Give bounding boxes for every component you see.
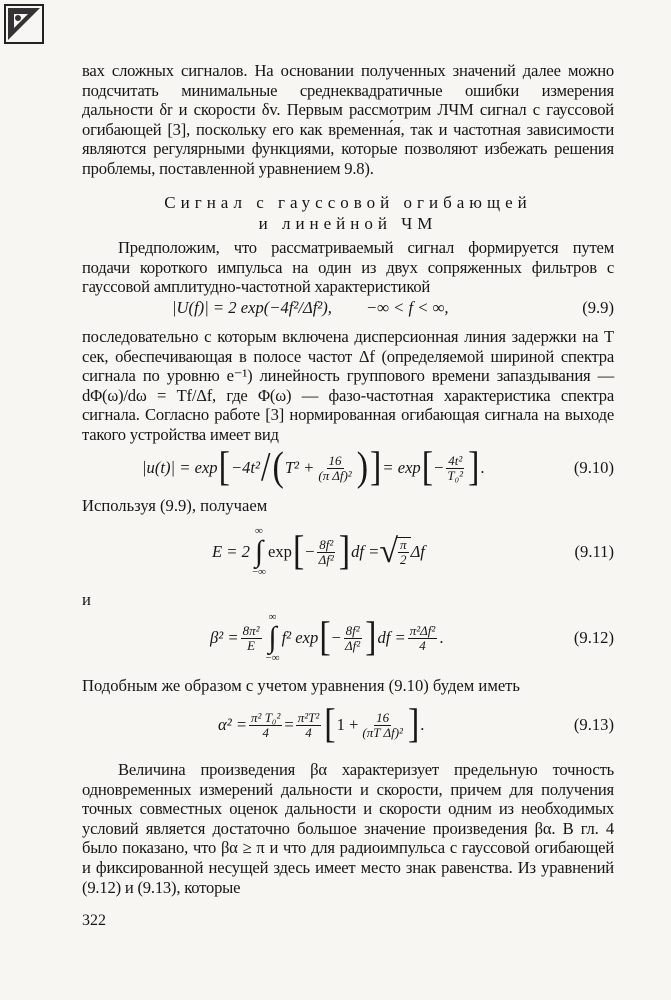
- eq-9-13-lhs: α² =: [218, 715, 248, 734]
- eq-9-9-range: −∞ < f < ∞,: [365, 298, 449, 317]
- eq-9-10-inner-b: T² +: [284, 458, 315, 477]
- eq-9-11-label: (9.11): [574, 542, 614, 561]
- eq-9-12-tail: df =: [377, 628, 406, 647]
- eq-9-11-sqrt-num: π: [400, 537, 407, 552]
- eq-9-11-tail: df =: [351, 542, 380, 561]
- corner-ornament-icon: [4, 4, 44, 44]
- equation-9-9: [82, 290, 614, 330]
- paragraph-top: [82, 61, 614, 179]
- paragraph-bottom: [82, 760, 614, 897]
- eq-9-13-b-num: π²T²: [297, 709, 320, 725]
- eq-9-11-lhs: E = 2: [212, 542, 250, 561]
- paragraph-bottom-text: Величина произведения βα характеризует предельную точность одновременных измерений дальности и скорости, причем для получения точных совместных оценок дальности и скорости одним из необходимых условий является достаточно большое значение произведения βα. В гл. 4 было показано, что βα ≥ π и что для радиоимпульса с гауссовой огибающей и фиксированной несущей здесь имеет место знак равенства. Из уравнений (9.12) и (9.13), которые: [82, 760, 614, 897]
- eq-9-12-lower: −∞: [265, 652, 280, 664]
- eq-9-13-a-den: 4: [262, 724, 269, 740]
- eq-9-11-sqrt-den: 2: [400, 552, 407, 567]
- paragraph-top-text: вах сложных сигналов. На основании полученных значений далее можно подсчитать минимальные среднеквадратичные ошибки измерения дальности δr и скорости δv. Первым рассмотрим ЛЧМ сигнал с гауссовой огибающей [3], поскольку его как временна́я, так и частотная зависимости являются регулярными функциями, которые позволяют избежать решения проблемы, поставленной уравнением 9.8).: [82, 61, 614, 178]
- eq-9-12-lhs: β² =: [210, 628, 239, 647]
- similarly-text: Подобным же образом с учетом уравнения (9.10) будем иметь: [82, 676, 520, 695]
- paragraph-dispersion-text: последовательно с которым включена дисперсионная линия задержки на T сек, обеспечивающая в полосе частот Δf (определяемой шириной спектра сигнала по уровню e⁻¹) линейность группового времени запаздывания — dΦ(ω)/dω = Tf/Δf, где Φ(ω) — фазо-частотная характеристика спектра сигнала. Согласно работе [3] нормированная огибающая сигнала на выходе такого устройства имеет вид: [82, 327, 614, 444]
- eq-9-13-a-num: π² T₀²: [251, 709, 281, 725]
- eq-9-13-b-den: 4: [305, 724, 312, 740]
- section-heading: [82, 192, 614, 234]
- eq-9-12-lhs-den: E: [247, 637, 256, 653]
- equation-9-11: E = 2 ∞ ∫ −∞ exp [ − $\frac{\text{8f²}}{\text{Δf²}}$ ] df = √ $\frac{\pi}{2}$ Δf (9.11): [212, 525, 614, 578]
- eq-9-12-lhs-num: 8π²: [242, 622, 260, 638]
- equation-9-13: α² = $\frac{\text{π² T₀²}}{4}$ = $\frac{\text{π²T²}}{4}$ [ 1 + $\frac{16}{\text{(πT Δf)²}}$ ] . (9.13): [218, 702, 614, 747]
- eq-9-12-label: (9.12): [573, 628, 614, 647]
- paragraph-intro: [82, 238, 614, 297]
- eq-9-11-upper: ∞: [255, 525, 263, 537]
- eq-9-10-label: (9.10): [573, 458, 614, 477]
- and-text: и: [82, 590, 91, 609]
- eq-9-10-frac-num: 16: [328, 452, 342, 468]
- eq-9-12-body: f² exp: [281, 628, 319, 647]
- eq-9-12-frac-den: Δf²: [345, 637, 361, 653]
- eq-9-10-lhs: |u(t)| = exp: [142, 458, 218, 477]
- eq-9-12-rhs-num: π²Δf²: [409, 622, 436, 638]
- eq-9-10-inner-a: −4t²: [230, 458, 261, 477]
- eq-9-11-lower: −∞: [251, 566, 266, 578]
- equation-9-10: |u(t)| = exp [ −4t² / ( T² + $\frac{16}{\text{(π Δf)²}}$ ) ] = exp [ − $\frac{\text{4t²}}{\text{T₀²}}$ ] . (9.10): [142, 445, 614, 490]
- eq-9-10-rhs-den: T₀²: [447, 467, 464, 483]
- eq-9-10-frac-den: (π Δf)²: [318, 467, 352, 483]
- eq-9-13-c-den: (πT Δf)²: [362, 724, 403, 740]
- equation-9-12: β² = $\frac{\text{8π²}}{E}$ ∞ ∫ −∞ f² exp [ − $\frac{\text{8f²}}{\text{Δf²}}$ ] df = $\frac{\text{π²Δf²}}{4}$ . (9.12): [210, 611, 614, 664]
- eq-9-10-rhs-num: 4t²: [448, 452, 463, 468]
- eq-9-13-label: (9.13): [573, 715, 614, 734]
- eq-9-12-upper: ∞: [268, 611, 277, 623]
- heading-line-2: и линейной ЧМ: [258, 214, 438, 233]
- eq-9-10-rhs: = exp: [382, 458, 421, 477]
- eq-9-12-frac-num: 8f²: [345, 622, 360, 638]
- eq-9-11-body: exp: [267, 542, 292, 561]
- eq-9-13-c-num: 16: [376, 709, 390, 725]
- paragraph-intro-text: Предположим, что рассматриваемый сигнал формируется путем подачи короткого импульса на один из двух сопряженных фильтров с гауссовой амплитудно-частотной характеристикой: [82, 238, 614, 297]
- paragraph-dispersion: [82, 327, 614, 445]
- using-text: Используя (9.9), получаем: [82, 496, 268, 515]
- eq-9-11-frac-den: Δf²: [318, 551, 334, 567]
- eq-9-11-end: Δf: [410, 542, 425, 561]
- eq-9-9-lhs: |U(f)| = 2 exp(−4f²/Δf²),: [172, 298, 332, 317]
- eq-9-12-rhs-den: 4: [419, 637, 426, 653]
- heading-line-1: Сигнал с гауссовой огибающей: [164, 193, 532, 212]
- eq-9-9-label: (9.9): [582, 298, 614, 317]
- page-number: 322: [82, 912, 106, 929]
- eq-9-11-frac-num: 8f²: [319, 536, 334, 552]
